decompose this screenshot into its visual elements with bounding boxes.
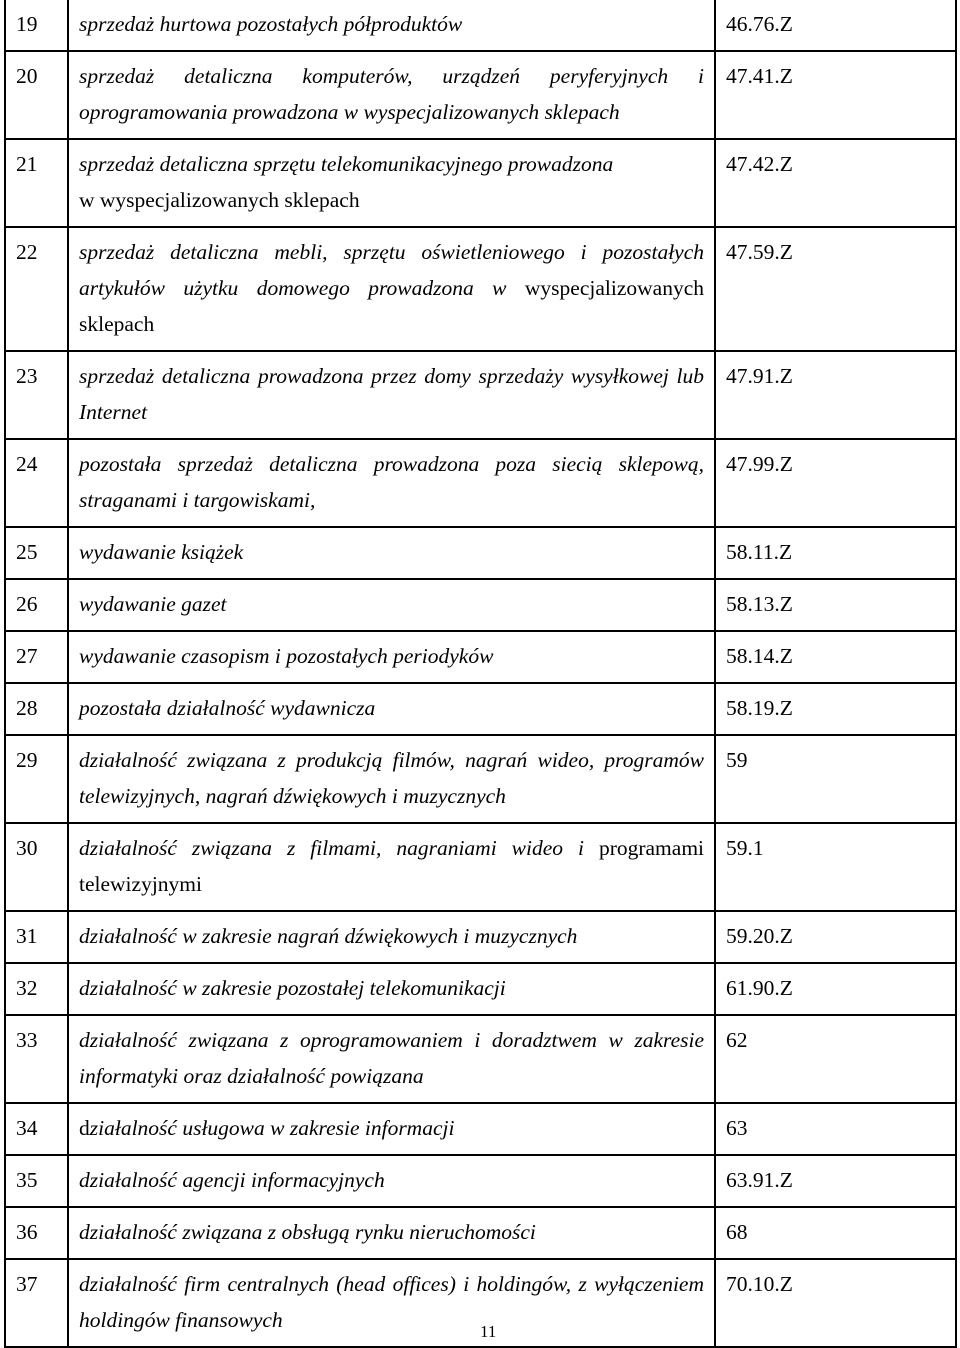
- pkd-code: 58.19.Z: [715, 683, 956, 735]
- pkd-code: 47.91.Z: [715, 351, 956, 439]
- row-number: 31: [5, 911, 68, 963]
- row-number: 37: [5, 1259, 68, 1347]
- row-description: pozostała działalność wydawnicza: [68, 683, 715, 735]
- row-number: 27: [5, 631, 68, 683]
- row-number: 21: [5, 139, 68, 227]
- row-description: wydawanie czasopism i pozostałych periodyków: [68, 631, 715, 683]
- table-row: [5, 911, 956, 963]
- pkd-code: 62: [715, 1015, 956, 1103]
- row-number: 23: [5, 351, 68, 439]
- row-description: [68, 823, 715, 911]
- row-description: działalność związana z obsługą rynku nieruchomości: [68, 1207, 715, 1259]
- pkd-code: 59.20.Z: [715, 911, 956, 963]
- table-row: [5, 823, 956, 911]
- row-number: 20: [5, 51, 68, 139]
- table-row: [5, 0, 956, 51]
- row-description-italic: działalność związana z filmami, nagraniami wideo i: [79, 836, 584, 860]
- table-row: [5, 1015, 956, 1103]
- row-description: [68, 139, 715, 227]
- pkd-code: 47.41.Z: [715, 51, 956, 139]
- row-description: sprzedaż hurtowa pozostałych półproduktów: [68, 0, 715, 51]
- row-description: wydawanie książek: [68, 527, 715, 579]
- row-number: 30: [5, 823, 68, 911]
- pkd-code: 58.13.Z: [715, 579, 956, 631]
- row-number: 34: [5, 1103, 68, 1155]
- row-description-upright: programami telewizyjnymi: [79, 836, 705, 896]
- table-row: [5, 1155, 956, 1207]
- row-description-upright: w wyspecjalizowanych sklepach: [79, 188, 360, 212]
- row-description: działalność w zakresie pozostałej telekomunikacji: [68, 963, 715, 1015]
- table-row: [5, 351, 956, 439]
- row-number: 36: [5, 1207, 68, 1259]
- row-number: 32: [5, 963, 68, 1015]
- row-description: [68, 1103, 715, 1155]
- table-row: [5, 527, 956, 579]
- pkd-code: 47.99.Z: [715, 439, 956, 527]
- row-description: sprzedaż detaliczna prowadzona przez domy sprzedaży wysyłkowej lub Internet: [68, 351, 715, 439]
- row-number: 26: [5, 579, 68, 631]
- row-description-italic: sprzedaż detaliczna sprzętu telekomunikacyjnego prowadzona: [79, 152, 614, 176]
- table-row: [5, 439, 956, 527]
- row-description-italic: ziałalność usługowa w zakresie informacji: [89, 1116, 455, 1140]
- row-description: działalność firm centralnych (head offices) i holdingów, z wyłączeniem holdingów finansowych: [68, 1259, 715, 1347]
- pkd-code: 68: [715, 1207, 956, 1259]
- pkd-code: 47.59.Z: [715, 227, 956, 351]
- pkd-table: [4, 0, 957, 1348]
- row-description: sprzedaż detaliczna komputerów, urządzeń peryferyjnych i oprogramowania prowadzona w wyspecjalizowanych sklepach: [68, 51, 715, 139]
- row-description: pozostała sprzedaż detaliczna prowadzona poza siecią sklepową, straganami i targowiskami,: [68, 439, 715, 527]
- row-description: działalność związana z produkcją filmów, nagrań wideo, programów telewizyjnych, nagrań dźwiękowych i muzycznych: [68, 735, 715, 823]
- row-number: 24: [5, 439, 68, 527]
- table-row: [5, 631, 956, 683]
- table-row: [5, 579, 956, 631]
- row-number: 19: [5, 0, 68, 51]
- pkd-code: 58.11.Z: [715, 527, 956, 579]
- row-description: [68, 227, 715, 351]
- table-row: [5, 1103, 956, 1155]
- row-number: 33: [5, 1015, 68, 1103]
- row-description-upright: wyspecjalizowanych sklepach: [79, 276, 704, 336]
- row-description-upright: d: [79, 1116, 90, 1140]
- table-row: [5, 1207, 956, 1259]
- pkd-code: 46.76.Z: [715, 0, 956, 51]
- table-row: [5, 683, 956, 735]
- pkd-code: 63.91.Z: [715, 1155, 956, 1207]
- page-number: 11: [480, 1322, 497, 1341]
- table-row: [5, 139, 956, 227]
- table-row: [5, 227, 956, 351]
- pkd-code: 59.1: [715, 823, 956, 911]
- pkd-code: 61.90.Z: [715, 963, 956, 1015]
- row-number: 22: [5, 227, 68, 351]
- row-number: 25: [5, 527, 68, 579]
- row-number: 35: [5, 1155, 68, 1207]
- table-row: [5, 963, 956, 1015]
- table-row: [5, 51, 956, 139]
- row-description: działalność związana z oprogramowaniem i doradztwem w zakresie informatyki oraz działalność powiązana: [68, 1015, 715, 1103]
- pkd-code: 63: [715, 1103, 956, 1155]
- row-number: 28: [5, 683, 68, 735]
- pkd-code: 58.14.Z: [715, 631, 956, 683]
- pkd-code: 70.10.Z: [715, 1259, 956, 1347]
- pkd-code: 47.42.Z: [715, 139, 956, 227]
- row-description: działalność agencji informacyjnych: [68, 1155, 715, 1207]
- row-number: 29: [5, 735, 68, 823]
- pkd-code: 59: [715, 735, 956, 823]
- row-description: działalność w zakresie nagrań dźwiękowych i muzycznych: [68, 911, 715, 963]
- table-row: [5, 735, 956, 823]
- row-description: wydawanie gazet: [68, 579, 715, 631]
- row-description-italic: sprzedaż detaliczna mebli, sprzętu oświetleniowego i pozostałych artykułów użytku domowego prowadzona w: [79, 240, 704, 300]
